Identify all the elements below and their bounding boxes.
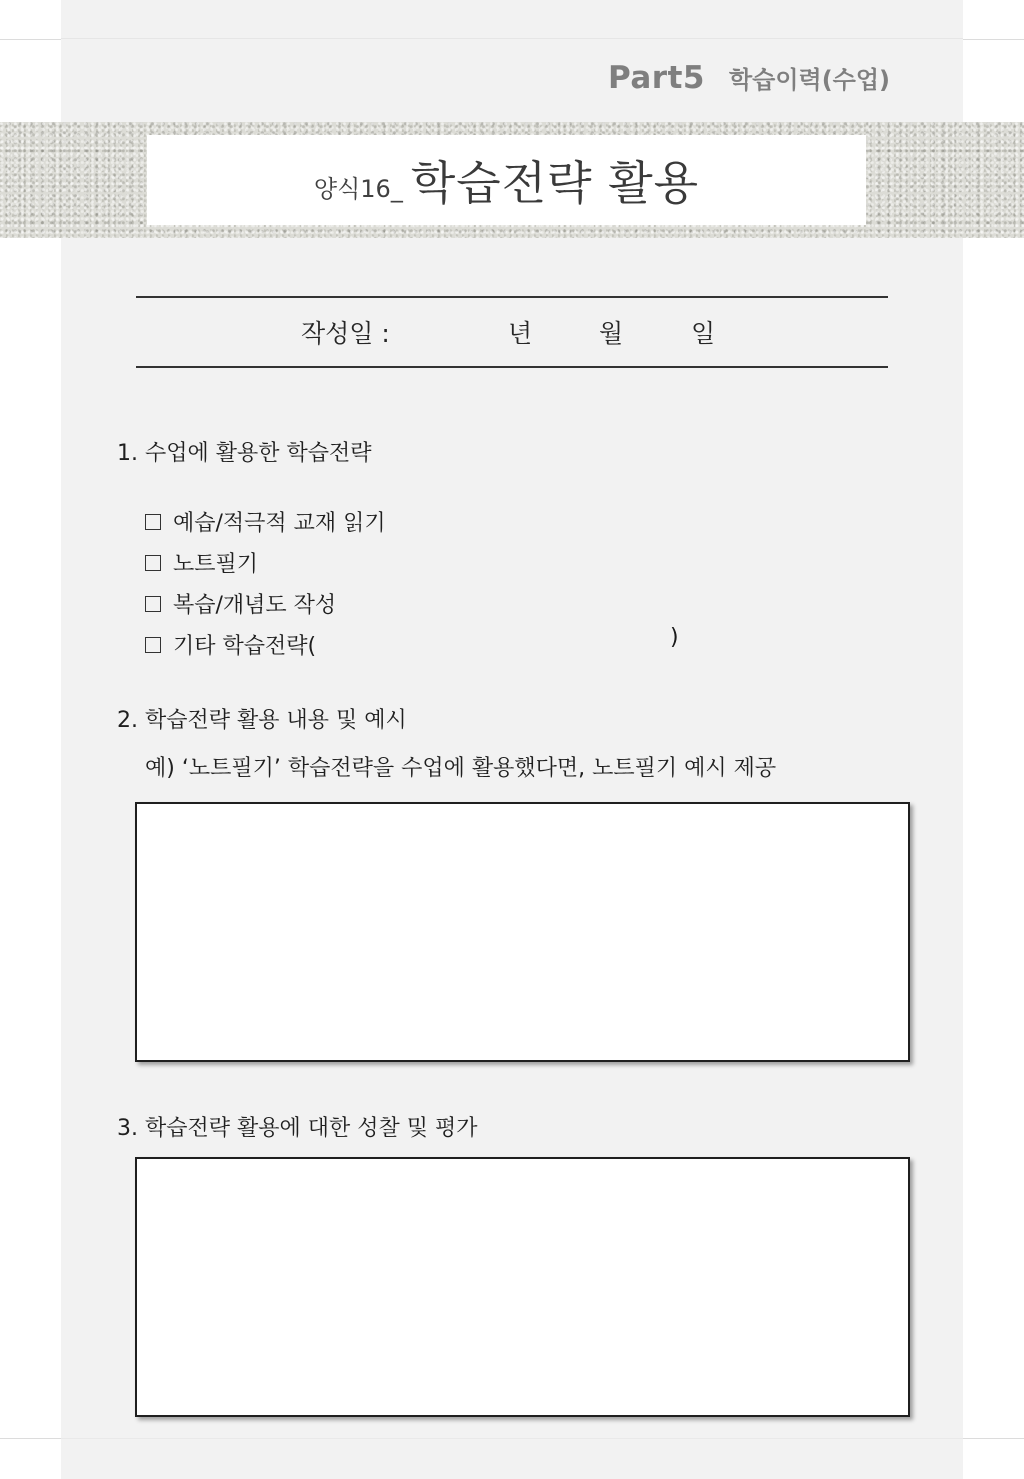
date-rule-top [136, 296, 888, 298]
checklist-item[interactable] [145, 624, 386, 665]
checklist-item[interactable] [145, 542, 386, 583]
checkbox-icon[interactable] [145, 555, 161, 571]
checklist-item[interactable] [145, 501, 386, 542]
page-edge-line [0, 39, 61, 40]
date-month-label[interactable]: 월 [599, 319, 624, 348]
other-strategy-closing-paren: ) [670, 625, 679, 650]
checkbox-icon[interactable] [145, 596, 161, 612]
page-edge-line [963, 39, 1024, 40]
date-label: 작성일 : [301, 319, 390, 348]
date-year-label[interactable]: 년 [508, 319, 533, 348]
part-header [608, 60, 890, 96]
part-label: Part5 [607, 60, 705, 96]
checklist-item-label: 복습/개념도 작성 [173, 593, 337, 618]
checklist-item-label: 예습/적극적 교재 읽기 [173, 511, 386, 536]
checklist-item-label: 노트필기 [173, 552, 259, 577]
checkbox-icon[interactable] [145, 514, 161, 530]
checklist-item-label: 기타 학습전략( [173, 634, 317, 659]
date-day-label[interactable]: 일 [691, 319, 716, 348]
page-edge-line [61, 38, 963, 39]
reflection-answer-box[interactable] [135, 1157, 910, 1417]
page-edge-line [963, 1438, 1024, 1439]
form-title: 학습전략 활용 [410, 156, 700, 210]
section-1-heading: 1. 수업에 활용한 학습전략 [117, 441, 372, 466]
strategy-checklist [145, 501, 386, 665]
form-number: 양식16_ [313, 174, 403, 203]
part-subtitle: 학습이력(수업) [728, 66, 890, 94]
page-edge-line [0, 1438, 61, 1439]
section-2-heading: 2. 학습전략 활용 내용 및 예시 [117, 708, 407, 733]
date-rule-bottom [136, 366, 888, 368]
strategy-example-answer-box[interactable] [135, 802, 910, 1062]
checkbox-icon[interactable] [145, 637, 161, 653]
title-box [147, 135, 866, 225]
section-3-heading: 3. 학습전략 활용에 대한 성찰 및 평가 [117, 1116, 478, 1141]
page-edge-line [61, 1438, 963, 1439]
section-2-example: 예) ‘노트필기’ 학습전략을 수업에 활용했다면, 노트필기 예시 제공 [145, 756, 777, 781]
checklist-item[interactable] [145, 583, 386, 624]
date-row [136, 314, 888, 350]
